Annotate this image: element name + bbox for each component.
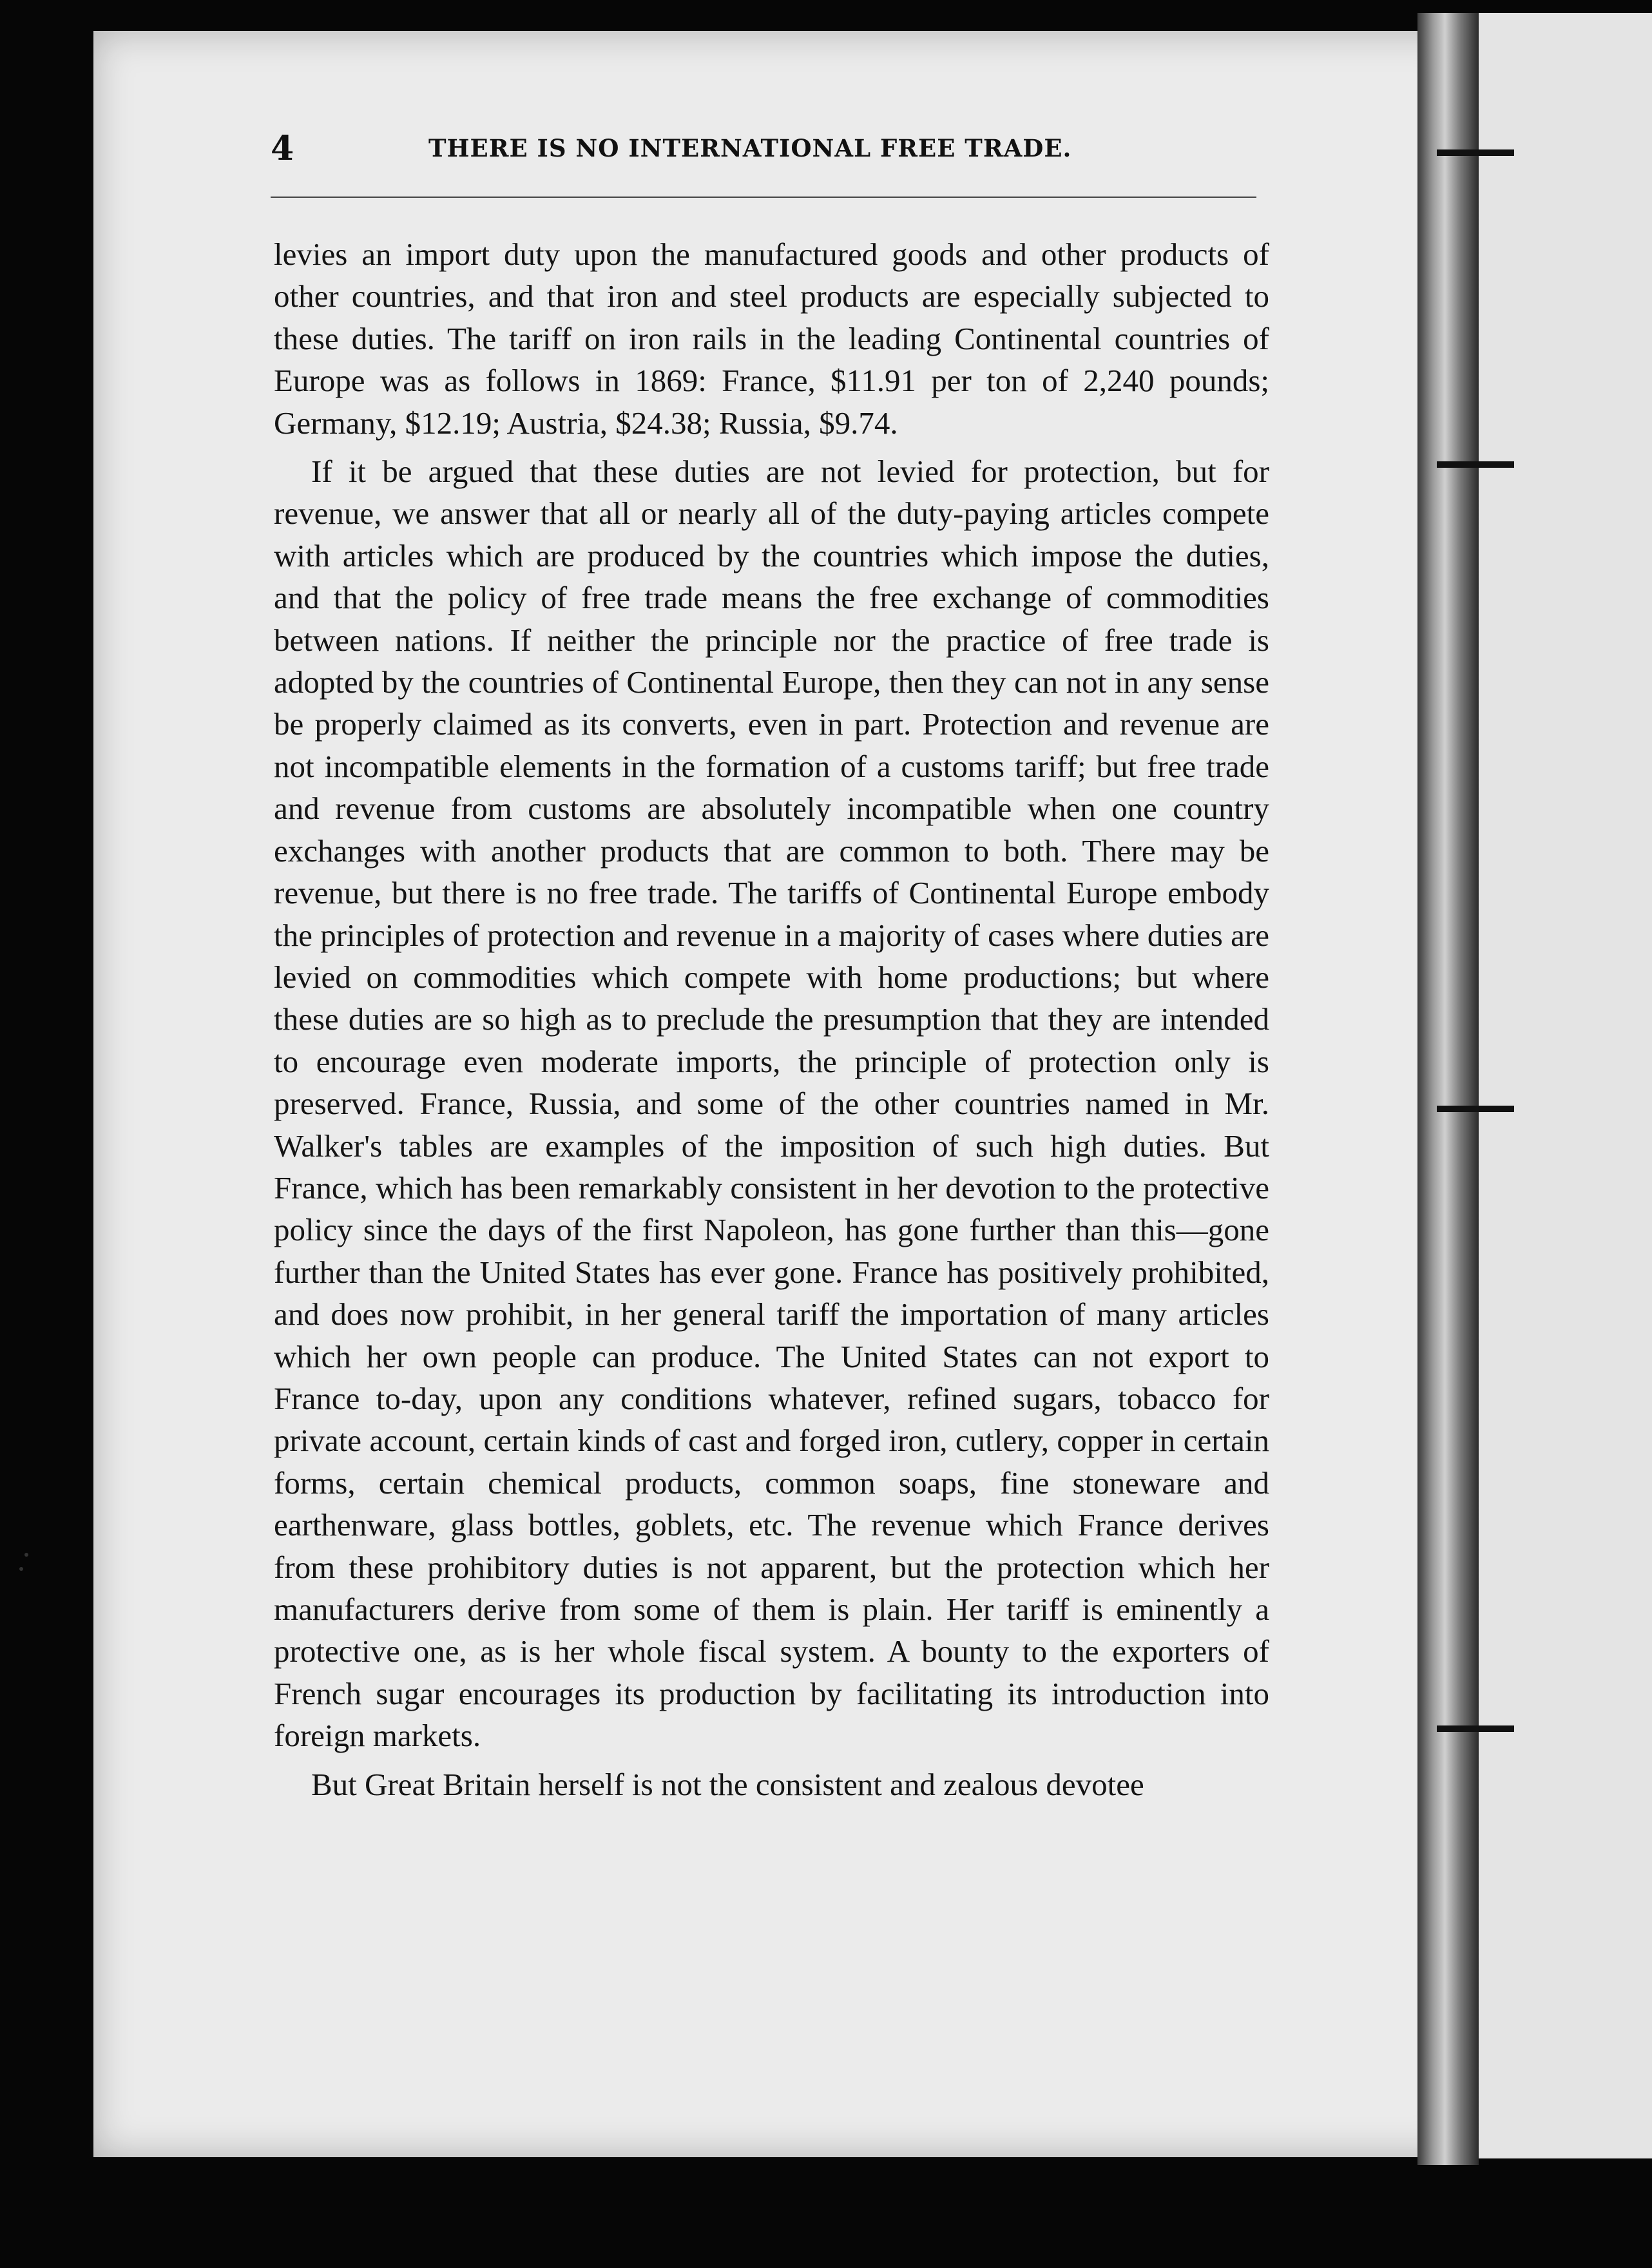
page-number: 4 [271, 129, 294, 168]
book-gutter [1417, 13, 1479, 2165]
binding-thread [1437, 1725, 1514, 1732]
paragraph: But Great Britain herself is not the consistent and zealous devotee [311, 1766, 1144, 1802]
paragraph: If it be argued that these duties are not levied for protection, but for revenue, we answer that all or nearly all of the duty-paying articles compete with articles which are produced by the countries which impose the duties, and that the policy of free trade means the free exchange of commodities between nations. If neither the principle nor the practice of free trade is adopted by the countries of Continental Europe, then they can not in any sense be properly claimed as its converts, even in part. Protection and revenue are not incompatible elements in the formation of a customs tariff; but free trade and revenue from customs are absolutely incompatible when one country exchanges with another products that are common to both. There may be revenue, but there is no free trade. The tariffs of Continental Europe embody the principles of protection and revenue in a majority of cases where duties are levied on commodities which compete with home productions; but where these duties are so high as to preclude the presumption that they are intended to encourage even moderate imports, the principle of protection only is preserved. France, Russia, and some of the other countries named in Mr. Walker's tables are examples of the imposition of such high duties. But France, which has been remarkably consistent in her devotion to the protective policy since the days of the first Napoleon, has gone further than this—gone further than the United States has ever gone. France has positively prohibited, and does now prohibit, in her general tariff the importation of many articles which her own people can produce. The United States can not export to France to-day, upon any conditions whatever, refined sugars, tobacco for private account, certain kinds of cast and forged iron, cutlery, copper in certain forms, certain chemical products, common soaps, fine stoneware and earthenware, glass bottles, goblets, etc. The revenue which France derives from these prohibitory duties is not apparent, but the protection which her manufacturers derive from some of them is plain. Her tariff is eminently a protective one, as is her whole fiscal system. A bounty to the exporters of French sugar encourages its production by facilitating its introduction into foreign markets. [274, 454, 1269, 1754]
header-rule [271, 197, 1256, 198]
binding-thread [1437, 149, 1514, 156]
page-header [271, 129, 1256, 174]
running-head: THERE IS NO INTERNATIONAL FREE TRADE. [428, 134, 1072, 162]
body-text [274, 233, 1269, 1805]
paragraph: levies an import duty upon the manufactured goods and other products of other countries, and that iron and steel products are especially subjected to these duties. The tariff on iron rails in the leading Continental countries of Europe was as follows in 1869: France, $11.91 per ton of 2,240 pounds; Germany, $12.19; Austria, $24.38; Russia, $9.74. [274, 236, 1269, 441]
facing-page-edge [1479, 13, 1652, 2158]
scan-speck [19, 1567, 23, 1571]
binding-thread [1437, 461, 1514, 468]
scan-speck [24, 1553, 28, 1557]
binding-thread [1437, 1106, 1514, 1112]
